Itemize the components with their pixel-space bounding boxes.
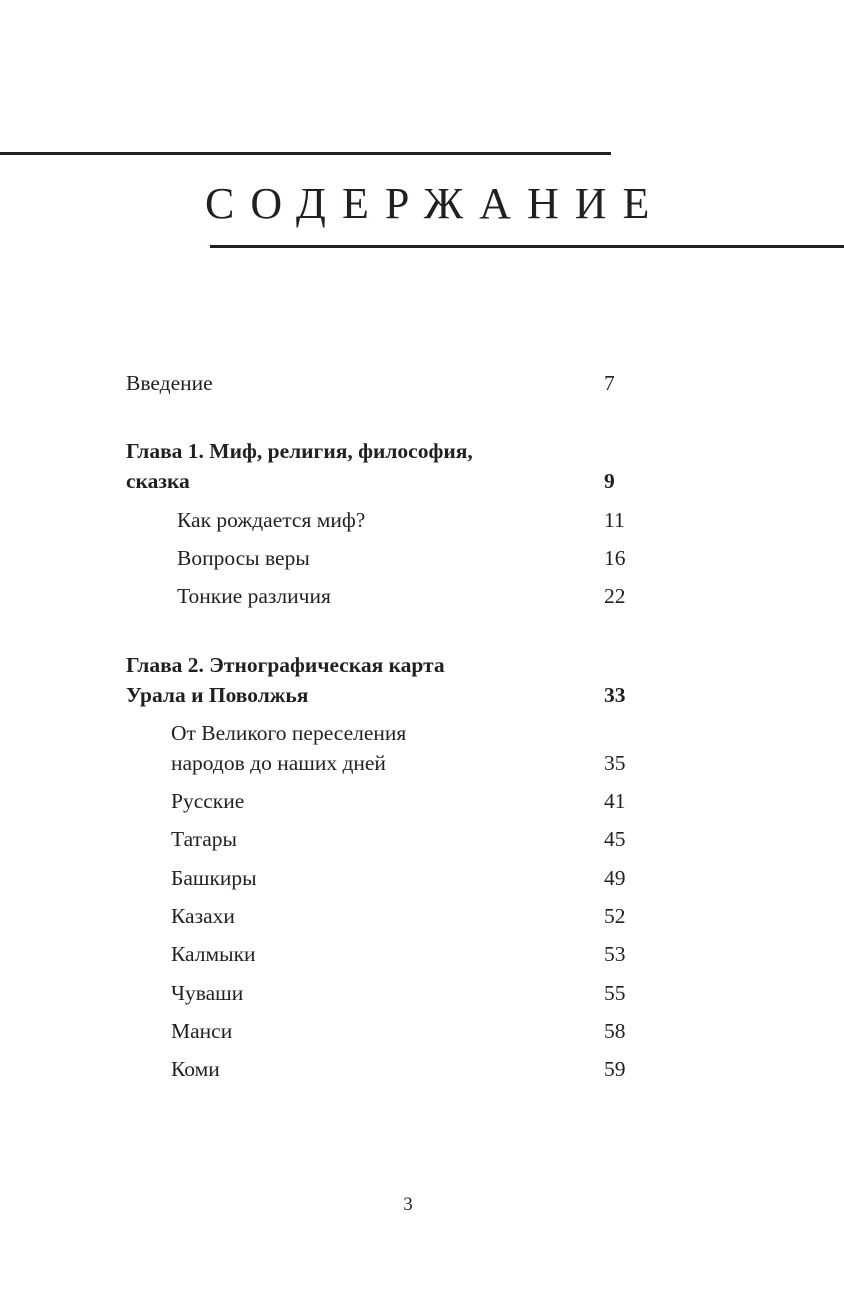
toc-chapter1-title-line1: Глава 1. Миф, религия, философия, <box>126 439 473 463</box>
toc-section-page: 41 <box>604 789 626 813</box>
toc-section-page: 45 <box>604 827 626 851</box>
toc-section-title: Как рождается миф? <box>177 508 366 532</box>
toc-chapter2-page: 33 <box>604 683 626 707</box>
bottom-rule <box>210 245 844 248</box>
toc-section-page: 52 <box>604 904 626 928</box>
toc-section-title: Башкиры <box>171 866 257 890</box>
toc-section-title: Татары <box>171 827 237 851</box>
toc-section-page: 58 <box>604 1019 626 1043</box>
toc-intro-page: 7 <box>604 371 615 395</box>
toc-chapter2-title-line1: Глава 2. Этнографическая карта <box>126 653 445 677</box>
toc-intro-title: Введение <box>126 371 213 395</box>
toc-section-title: Коми <box>171 1057 220 1081</box>
toc-section-title: Чуваши <box>171 981 244 1005</box>
toc-section-title: Манси <box>171 1019 233 1043</box>
toc-section-title: Вопросы веры <box>177 546 310 570</box>
toc-section-title: Русские <box>171 789 245 813</box>
toc-chapter1-page: 9 <box>604 469 615 493</box>
toc-section-page: 35 <box>604 751 626 775</box>
toc-section-page: 11 <box>604 508 625 532</box>
toc-section-page: 59 <box>604 1057 626 1081</box>
toc-section-title-line1: От Великого переселения <box>171 721 407 745</box>
toc-section-page: 22 <box>604 584 626 608</box>
page-number: 3 <box>403 1194 413 1215</box>
toc-section-page: 55 <box>604 981 626 1005</box>
toc-chapter1-title-line2: сказка <box>126 469 190 493</box>
toc-section-title: Калмыки <box>171 942 256 966</box>
page-title: СОДЕРЖАНИЕ <box>205 179 666 228</box>
toc-section-page: 53 <box>604 942 626 966</box>
toc-section-page: 16 <box>604 546 626 570</box>
toc-section-page: 49 <box>604 866 626 890</box>
toc-chapter2-title-line2: Урала и Поволжья <box>126 683 309 707</box>
toc-section-title: Тонкие различия <box>177 584 331 608</box>
toc-section-title: Казахи <box>171 904 235 928</box>
top-rule <box>0 152 611 155</box>
toc-section-title-line2: народов до наших дней <box>171 751 386 775</box>
